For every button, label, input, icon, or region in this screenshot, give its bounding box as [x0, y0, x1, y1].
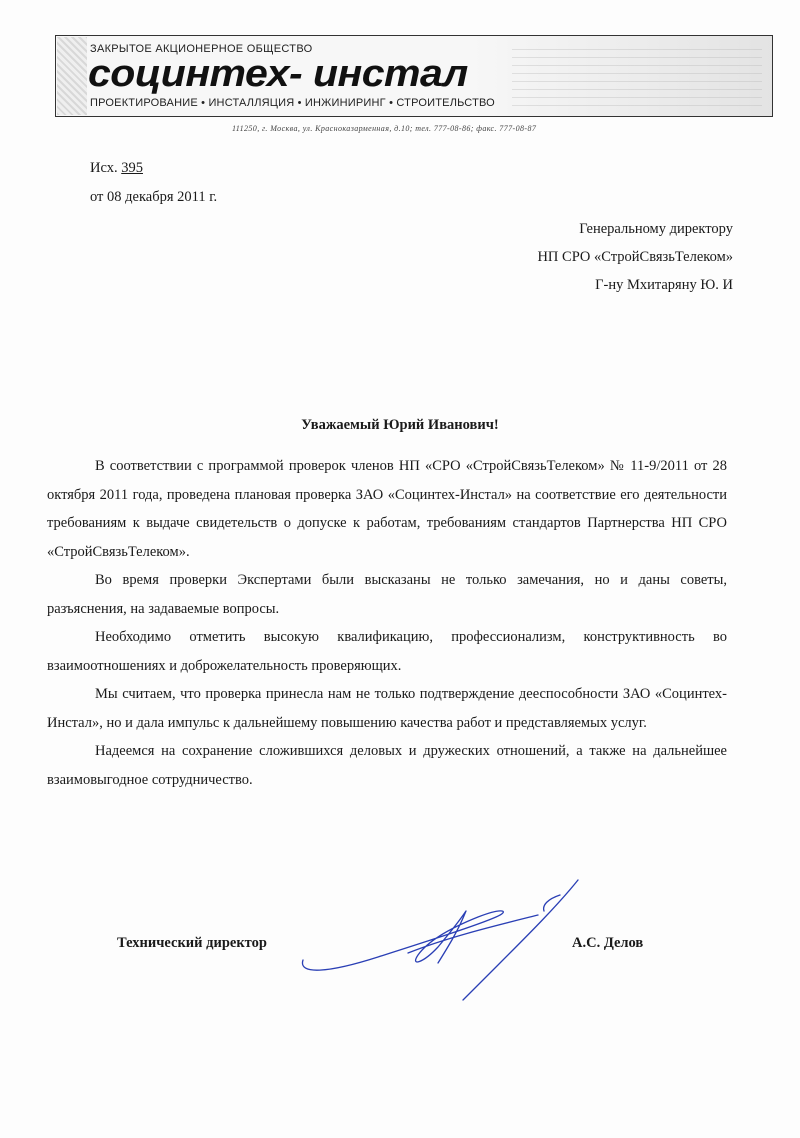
letter-date: от 08 декабря 2011 г.	[90, 189, 218, 205]
signatory-role: Технический директор	[117, 935, 267, 951]
letterhead	[55, 35, 773, 117]
outgoing-number-prefix: Исх.	[90, 160, 118, 176]
addressee-name: Г-ну Мхитаряну Ю. И	[595, 277, 733, 293]
letterhead-pattern	[57, 37, 87, 115]
company-name-logo: социнтех- инстал	[88, 53, 468, 95]
body-paragraph: Мы считаем, что проверка принесла нам не только подтверждение дееспособности ЗАО «Социнтех-Инстал», но и дала импульс к дальнейшему повышению качества работ и представляемых услуг.	[47, 686, 727, 731]
company-type: ЗАКРЫТОЕ АКЦИОНЕРНОЕ ОБЩЕСТВО	[90, 43, 313, 55]
letter-body	[47, 452, 727, 794]
company-activities: ПРОЕКТИРОВАНИЕ • ИНСТАЛЛЯЦИЯ • ИНЖИНИРИНГ • СТРОИТЕЛЬСТВО	[90, 97, 495, 109]
signatory-name: А.С. Делов	[572, 935, 644, 951]
letterhead-background-image	[472, 36, 772, 116]
addressee-organization: НП СРО «СтройСвязьТелеком»	[537, 249, 733, 265]
addressee-position: Генеральному директору	[579, 221, 733, 237]
outgoing-number-value: 395	[121, 160, 143, 176]
body-paragraph: Необходимо отметить высокую квалификацию, профессионализм, конструктивность во взаимоотношениях и доброжелательность проверяющих.	[47, 629, 727, 674]
body-paragraph: В соответствии с программой проверок членов НП «СРО «СтройСвязьТелеком» № 11-9/2011 от 28 октября 2011 года, проведена плановая проверка ЗАО «Социнтех-Инстал» на соответствие его деятельности требованиям к выдаче свидетельств о допуске к работам, требованиям стандартов Партнерства НП СРО «СтройСвязьТелеком».	[47, 458, 727, 560]
body-paragraph: Во время проверки Экспертами были высказаны не только замечания, но и даны советы, разъяснения, на задаваемые вопросы.	[47, 572, 727, 617]
salutation: Уважаемый Юрий Иванович!	[301, 417, 499, 433]
body-paragraph: Надеемся на сохранение сложившихся деловых и дружеских отношений, а также на дальнейшее взаимовыгодное сотрудничество.	[47, 743, 727, 788]
handwritten-signature	[298, 875, 588, 1005]
outgoing-number	[90, 160, 143, 177]
company-address: 111250, г. Москва, ул. Красноказарменная, д.10; тел. 777-08-86; факс. 777-08-87	[232, 124, 537, 133]
